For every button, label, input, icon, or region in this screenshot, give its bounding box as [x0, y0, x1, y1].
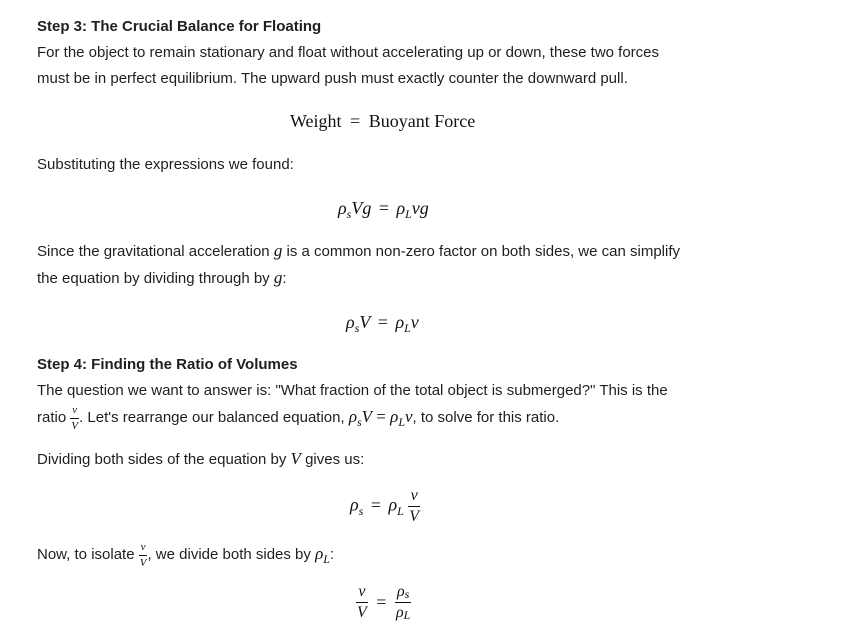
frac-denominator: V	[139, 556, 147, 569]
step4-paragraph-line2	[37, 404, 559, 432]
since-line1-b: is a common non-zero factor on both sides, we can simplify	[286, 243, 680, 260]
frac-denominator: V	[357, 604, 367, 621]
frac-numerator: v	[72, 403, 78, 416]
equation-v-over-V-eq-rho-ratio	[356, 584, 411, 621]
subscript-s: s	[354, 321, 360, 335]
eq-sign: =	[370, 494, 381, 515]
var-v: v	[410, 312, 419, 332]
equation-rho-s-eq-rho-L-frac	[350, 488, 420, 525]
since-line1	[37, 238, 680, 265]
subscript-L: L	[403, 608, 411, 622]
rho-symbol: ρ	[350, 494, 359, 515]
var-V: V	[351, 198, 363, 218]
eq-sign: =	[376, 592, 387, 612]
since-line2-a: the equation by dividing through by	[37, 270, 270, 287]
subscript-s: s	[346, 207, 352, 221]
frac-bar	[395, 602, 411, 603]
subscript-s: s	[356, 415, 362, 429]
rho-symbol: ρ	[348, 407, 357, 426]
isolate-a: Now, to isolate	[37, 546, 135, 563]
var-g: g	[273, 241, 283, 260]
since-line1-a: Since the gravitational acceleration	[37, 243, 270, 260]
fraction-v-over-V	[356, 584, 368, 621]
var-v: v	[411, 198, 420, 218]
rho-symbol: ρ	[388, 494, 398, 515]
var-g: g	[362, 198, 372, 218]
frac-numerator: v	[358, 583, 366, 600]
fraction-v-over-V	[408, 488, 420, 525]
eq-sign: =	[376, 407, 386, 426]
var-v: v	[405, 407, 413, 426]
frac-bar	[408, 506, 420, 507]
subscript-L: L	[404, 321, 411, 335]
step3-paragraph-line2: must be in perfect equilibrium. The upward push must exactly counter the downward pull.	[37, 70, 628, 87]
subscript-s: s	[404, 587, 410, 601]
var-V: V	[361, 407, 373, 426]
step3-paragraph-line1: For the object to remain stationary and float without accelerating up or down, these two forces	[37, 44, 660, 61]
fraction-v-over-V	[70, 405, 79, 432]
var-g: g	[419, 198, 429, 218]
step4-paragraph-line1: The question we want to answer is: "What fraction of the total object is submerged?" This is the	[37, 382, 668, 399]
rearrange-text: . Let's rearrange our balanced equation,	[79, 409, 345, 426]
since-line2	[37, 265, 287, 292]
dividing-a: Dividing both sides of the equation by	[37, 451, 287, 468]
frac-denominator: V	[409, 508, 420, 525]
eq-sign: =	[378, 198, 389, 218]
dividing-line	[37, 446, 364, 473]
inline-equation-rho-s-V	[348, 407, 413, 429]
colon: :	[329, 546, 335, 563]
frac-numerator: v	[410, 487, 418, 504]
isolate-line	[37, 541, 334, 569]
colon: :	[282, 270, 287, 287]
rho-symbol: ρ	[315, 544, 324, 563]
frac-bar	[70, 418, 79, 419]
var-V: V	[359, 312, 371, 332]
subscript-L: L	[323, 552, 330, 566]
step3-heading: Step 3: The Crucial Balance for Floating	[37, 18, 322, 35]
step4-heading: Step 4: Finding the Ratio of Volumes	[37, 356, 298, 373]
frac-numerator	[395, 584, 411, 600]
rho-symbol: ρ	[395, 312, 405, 332]
equation-weight-buoyant	[290, 111, 475, 132]
eq-weight-text: Weight	[290, 111, 342, 131]
frac-denominator: V	[71, 419, 79, 432]
eq-sign: =	[377, 312, 388, 332]
var-V: V	[290, 449, 301, 468]
substituting-text: Substituting the expressions we found:	[37, 156, 294, 173]
subscript-s: s	[358, 503, 364, 518]
equation-rho-s-V-g	[338, 198, 429, 219]
subscript-L: L	[397, 503, 404, 518]
dividing-b: gives us:	[305, 451, 365, 468]
solve-ratio-text: , to solve for this ratio.	[412, 409, 560, 426]
eq-buoyant-text: Buoyant Force	[368, 111, 476, 131]
rho-symbol: ρ	[395, 604, 404, 621]
frac-denominator	[395, 605, 411, 621]
var-g: g	[273, 268, 283, 287]
frac-numerator: v	[140, 540, 146, 553]
ratio-word: ratio	[37, 409, 67, 426]
rho-symbol: ρ	[396, 583, 405, 600]
eq-equals: =	[350, 111, 361, 131]
subscript-L: L	[398, 415, 405, 429]
rho-symbol: ρ	[338, 198, 347, 218]
isolate-b: , we divide both sides by	[147, 546, 311, 563]
rho-L-inline	[315, 544, 330, 566]
fraction-rho-s-over-rho-L	[395, 584, 411, 621]
frac-bar	[356, 602, 368, 603]
rho-symbol: ρ	[346, 312, 355, 332]
rho-symbol: ρ	[390, 407, 399, 426]
rho-symbol: ρ	[396, 198, 406, 218]
equation-rho-s-V	[346, 312, 419, 333]
subscript-L: L	[405, 207, 412, 221]
